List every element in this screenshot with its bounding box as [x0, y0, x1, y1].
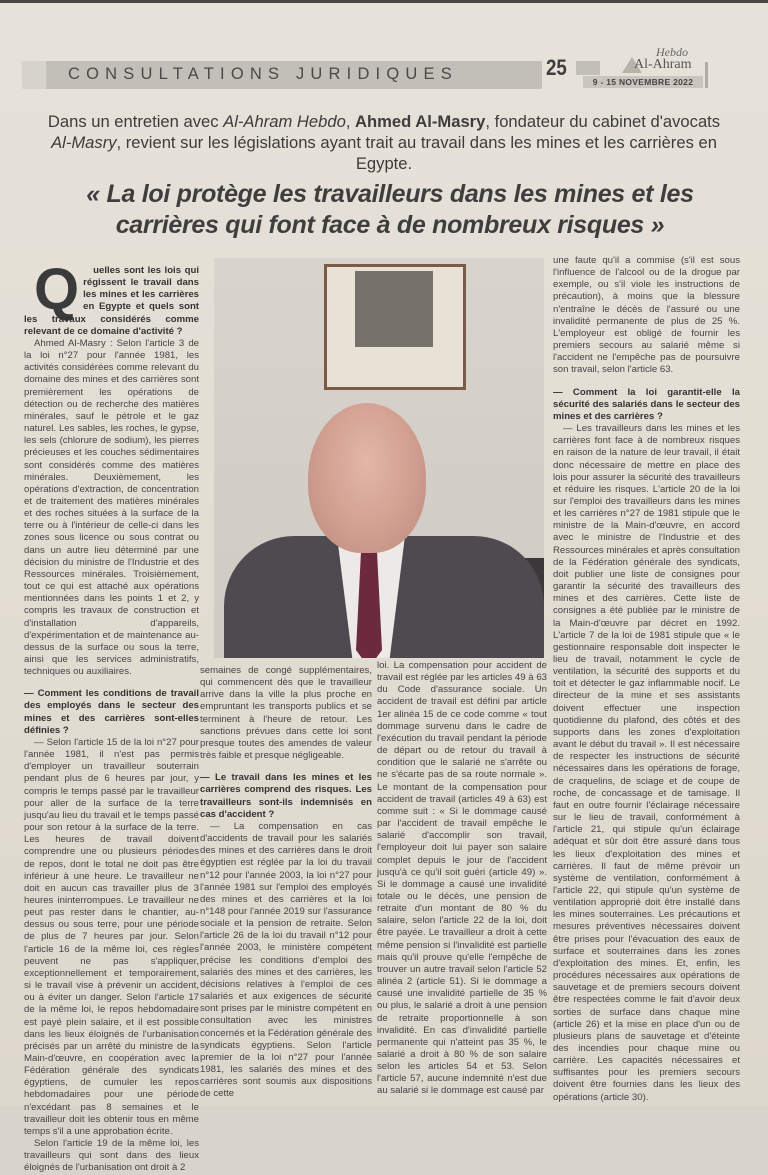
- intro-publication: Al-Ahram Hebdo: [223, 112, 346, 131]
- publication-logo: [612, 47, 710, 77]
- question-4: — Comment la loi garantit-elle la sécurité des salariés dans le secteur des mines et des carrières ?: [553, 386, 740, 422]
- intro-text-3: , fondateur du cabinet d'avocats: [485, 112, 721, 131]
- question-2: — Comment les conditions de travail des employés dans le secteur des mines et des carrières sont-elles définies ?: [24, 688, 199, 736]
- answer-2-continued: semaines de congé supplémentaires, qui commencent dès que le travailleur arrive dans la ville la plus proche en empruntant les transports publics et se terminent à l'heure de retour. Les sanctions prévues dans cette loi sont presque toutes des amendes de valeur très faible et presque négligeable.: [200, 665, 372, 762]
- question-1-text: uelles sont les lois qui régissent le travail dans les mines et les carrières en Egypte et quels sont les travaux considérés comme relevant de ce domaine d'activité ?: [24, 265, 199, 337]
- newspaper-page: [0, 3, 768, 1174]
- article-intro: [40, 111, 728, 174]
- section-title: CONSULTATIONS JURIDIQUES: [68, 65, 458, 83]
- header-band-lead: [22, 61, 46, 89]
- column-4: [553, 255, 740, 1104]
- date-divider: [705, 62, 708, 88]
- answer-2-paragraph-2: Selon l'article 19 de la même loi, les travailleurs qui sont dans des lieux éloignés de l'urbanisation ont droit à 2: [24, 1138, 199, 1174]
- masthead-band: [576, 61, 600, 75]
- intro-text-1: Dans un entretien avec: [47, 112, 224, 131]
- logo-name: Al-Ahram: [634, 57, 692, 72]
- column-2: [200, 665, 372, 1100]
- issue-date-text: 9 - 15 NOVEMBRE 2022: [592, 77, 694, 87]
- page-number: 25: [546, 55, 567, 80]
- answer-1: Ahmed Al-Masry : Selon l'article 3 de la loi n°27 pour l'année 1981, les activités considérées comme relevant du domaine des mines et des carrières sont premièrement les opérations de détection ou de recherche des matières minérales, sauf le pétrole et le gaz naturel. Les sables, les roches, le gypse, les sels (chlorure de sodium), les pierres précieuses et les couches sédimentaires sont considérés comme des matières minérales. Deuxièmement, les opérations d'extraction, de concentration et de traitement des matières minérales et des roches situées à la surface de la terre ou à l'intérieur de celle-ci dans les zones sous licence ou sous contrat ou dans un autre lieu déterminé par une décision du ministre de l'Industrie et des Ressources minérales. Troisièmement, tout ce qui est attaché aux opérations mentionnées dans les points 1 et 2, y compris les travaux de construction et d'installation d'appareils, d'expérimentation et de maintenance au-dessus de la surface ou sous la terre, ainsi que les services administratifs, techniques ou auxiliaires.: [24, 337, 199, 678]
- intro-firm: Al-Masry: [51, 133, 117, 152]
- column-1: [24, 257, 199, 1175]
- wall-picture-frame: [324, 264, 466, 390]
- intro-text-2: ,: [345, 112, 356, 131]
- framed-picture: [355, 271, 433, 347]
- answer-3-part-3: une faute qu'il a commise (s'il est sous l'influence de l'alcool ou de la drogue par exemple, ou s'il viole les instructions de précaution), à moins que la blessure n'entraîne le décès de l'assuré ou une invalidité permanente de plus de 25 %. L'employeur est obligé de fournir les premiers secours au salarié même si l'accident ne l'empêche pas de poursuivre son travail, selon l'article 63.: [553, 255, 740, 376]
- issue-date: [583, 76, 703, 88]
- article-headline: « La loi protège les travailleurs dans les mines et les carrières qui font face à de nombreux risques »: [86, 180, 694, 239]
- portrait-photo: [214, 258, 544, 658]
- answer-4: — Les travailleurs dans les mines et les carrières font face à de nombreux risques en raison de la nature de leur travail, il était donc nécessaire de mettre en place des lois pour assurer la sécurité des travailleurs et réduire les risques. L'article 20 de la loi sur l'emploi des travailleurs dans les mines et les carrières n°27 de 1981 stipule que le ministre de la Main-d'œuvre, en accord avec le ministre de l'Industrie et des Ressources minérales et après consultation de la Fédération générale des syndicats, doit publier une liste de consignes pour garantir la sécurité des travailleurs des mines et des carrières. Cette liste de consignes a été publiée par le ministre de la Main-d'œuvre par décret en 1992. L'article 7 de la loi de 1981 stipule que « le gestionnaire responsable doit inspecter le lieu de travail, notamment le cycle de ventilation, la sécurité des supports et du toit et détecter le gaz inflammable nocif. Le directeur de la mine et ses assistants doivent effectuer une inspection quotidienne du plafond, des côtés et des supports dans les zones d'exploitation avant le début du travail ». Il est nécessaire de respecter les instructions de sécurité nécessaires dans les opérations de forage, de craquelins, de sciage et de coupe de roche, de concassage et de tamisage. Il faut en outre fournir l'éclairage nécessaire sur le lieu de travail, conformément à l'article 21, qui stipule qu'un éclairage adéquat et sûr doit être assuré dans tous les lieux d'exploitation des mines et carrières. Il faut de même prévoir un système de ventilation, conformément à l'article 22, qui stipule qu'un système de ventilation approprié doit être installé dans les mines souterraines. Les précautions et mesures préventives nécessaires doivent être prises pour l'évacuation des eaux de surface et souterraines dans les zones d'exploitation des mines. Et, enfin, les procédures nécessaires aux opérations de sauvetage et de premiers secours doivent être respectées comme le fait d'avoir deux sorties de surface dans chaque mine (article 26) et la mise en place d'un ou de plusieurs plans de sauvetage et d'éteinte des incendies pour chaque mine ou carrière. Les capacités nécessaires et suffisantes pour les premiers secours doivent être fournies dans les lieux des opérations (article 30).: [553, 423, 740, 1103]
- intro-text-4: , revient sur les législations ayant trait au travail dans les mines et les carrières en Egypte.: [116, 133, 717, 173]
- column-3: [377, 660, 547, 1098]
- portrait-head: [308, 403, 426, 553]
- intro-name: Ahmed Al-Masry: [355, 112, 486, 131]
- question-1: [24, 257, 199, 338]
- logo-hebdo: Hebdo: [656, 45, 688, 59]
- answer-2-paragraph-1: — Selon l'article 15 de la loi n°27 pour l'année 1981, il n'est pas permis d'employer un travailleur souterrain pendant plus de 6 heures par jour, y compris le temps passé par le travailleur pour aller de la surface de la terre jusqu'au lieu du travail et le temps passé pour son retour à la surface de la terre. Les heures de travail doivent comprendre une ou plusieurs périodes de repos, dont le total ne doit pas être inférieur à une heure. Le travailleur ne doit en aucun cas travailler plus de 3 heures ininterrompues. Le travailleur ne peut pas rester dans le chantier, au-dessus ou sous terre, pour une période de plus de 7 heures par jour. Selon l'article 16 de la même loi, ces règles peuvent ne pas s'appliquer, exceptionnellement et temporairement, si le travail vise à prévenir un accident, ou à éviter un danger. Selon l'article 17 de la même loi, le repos hebdomadaire est payé plein salaire, et il est possible dans les lieux éloignés de l'urbanisation précisés par un arrêté du ministre de la Main-d'œuvre, en coopération avec la Fédération générale des syndicats égyptiens, de cumuler les repos hebdomadaires pour une période n'excédant pas 8 semaines et le travailleur doit les obtenir tous en même temps s'il a une approbation écrite.: [24, 736, 199, 1137]
- drop-cap: Q: [34, 257, 80, 322]
- answer-3-part-1: — La compensation en cas d'accidents de travail pour les salariés des mines et des carrières dans le droit égyptien est réglée par la loi du travail n°12 pour l'année 2003, la loi n°27 pour l'année 1981 sur l'emploi des employés des mines et des carrières et la loi n°148 pour l'année 2019 sur l'assurance sociale et la pension de retraite. Selon l'article 26 de la loi du travail n°12 pour l'année 2003, le ministère compétent précise les conditions d'emploi des salariés des mines et des carrières, les décisions relatives à l'emploi de ces salariés et aux exigences de sécurité sont prises par le ministre compétent en consultation avec les ministres concernés et la Fédération générale des syndicats égyptiens. Selon l'article premier de la loi n°27 pour l'année 1981, les salariés des mines et des carrières sont soumis aux dispositions de cette: [200, 820, 372, 1100]
- answer-3-part-2: loi. La compensation pour accident de travail est réglée par les articles 49 à 63 du Code d'assurance sociale. Un accident de travail est défini par article 1er alinéa 15 de ce code comme « tout dommage survenu dans le cadre de l'exécution du travail pendant la période de départ ou de retour du travail à condition que le salarié ne s'arrête ou ne s'écarte pas de sa route normale ». Le montant de la compensation pour accident de travail (articles 49 à 63) est comme suit : « Si le dommage causé par l'accident de travail empêche le salarié d'accomplir son travail, l'employeur doit lui payer son salaire complet depuis le jour de l'accident jusqu'à ce qu'il soit guéri (article 49) ». Si le dommage a causé une invalidité totale ou le décès, une pension de retraite d'un montant de 80 % du salaire, selon l'article 22 de la loi, doit être payée. Le travailleur a droit à cette même pension si l'invalidité est partielle mais qu'il prouve qu'elle l'empêche de trouver un autre travail selon l'article 52 alinéa 2 (article 51). Si le dommage a causé une invalidité partielle de 35 % ou plus, le salarié a droit à une pension de retraite proportionnelle à son invalidité. En cas d'invalidité partielle permanente qui n'atteint pas 35 %, le salarié a droit à 80 % de son salaire selon les articles 54 et 53. Selon l'article 57, aucune indemnité n'est due au salarié si le dommage est causé par: [377, 660, 547, 1097]
- question-3: — Le travail dans les mines et les carrières comprend des risques. Les travailleurs sont-ils indemnisés en cas d'accident ?: [200, 772, 372, 820]
